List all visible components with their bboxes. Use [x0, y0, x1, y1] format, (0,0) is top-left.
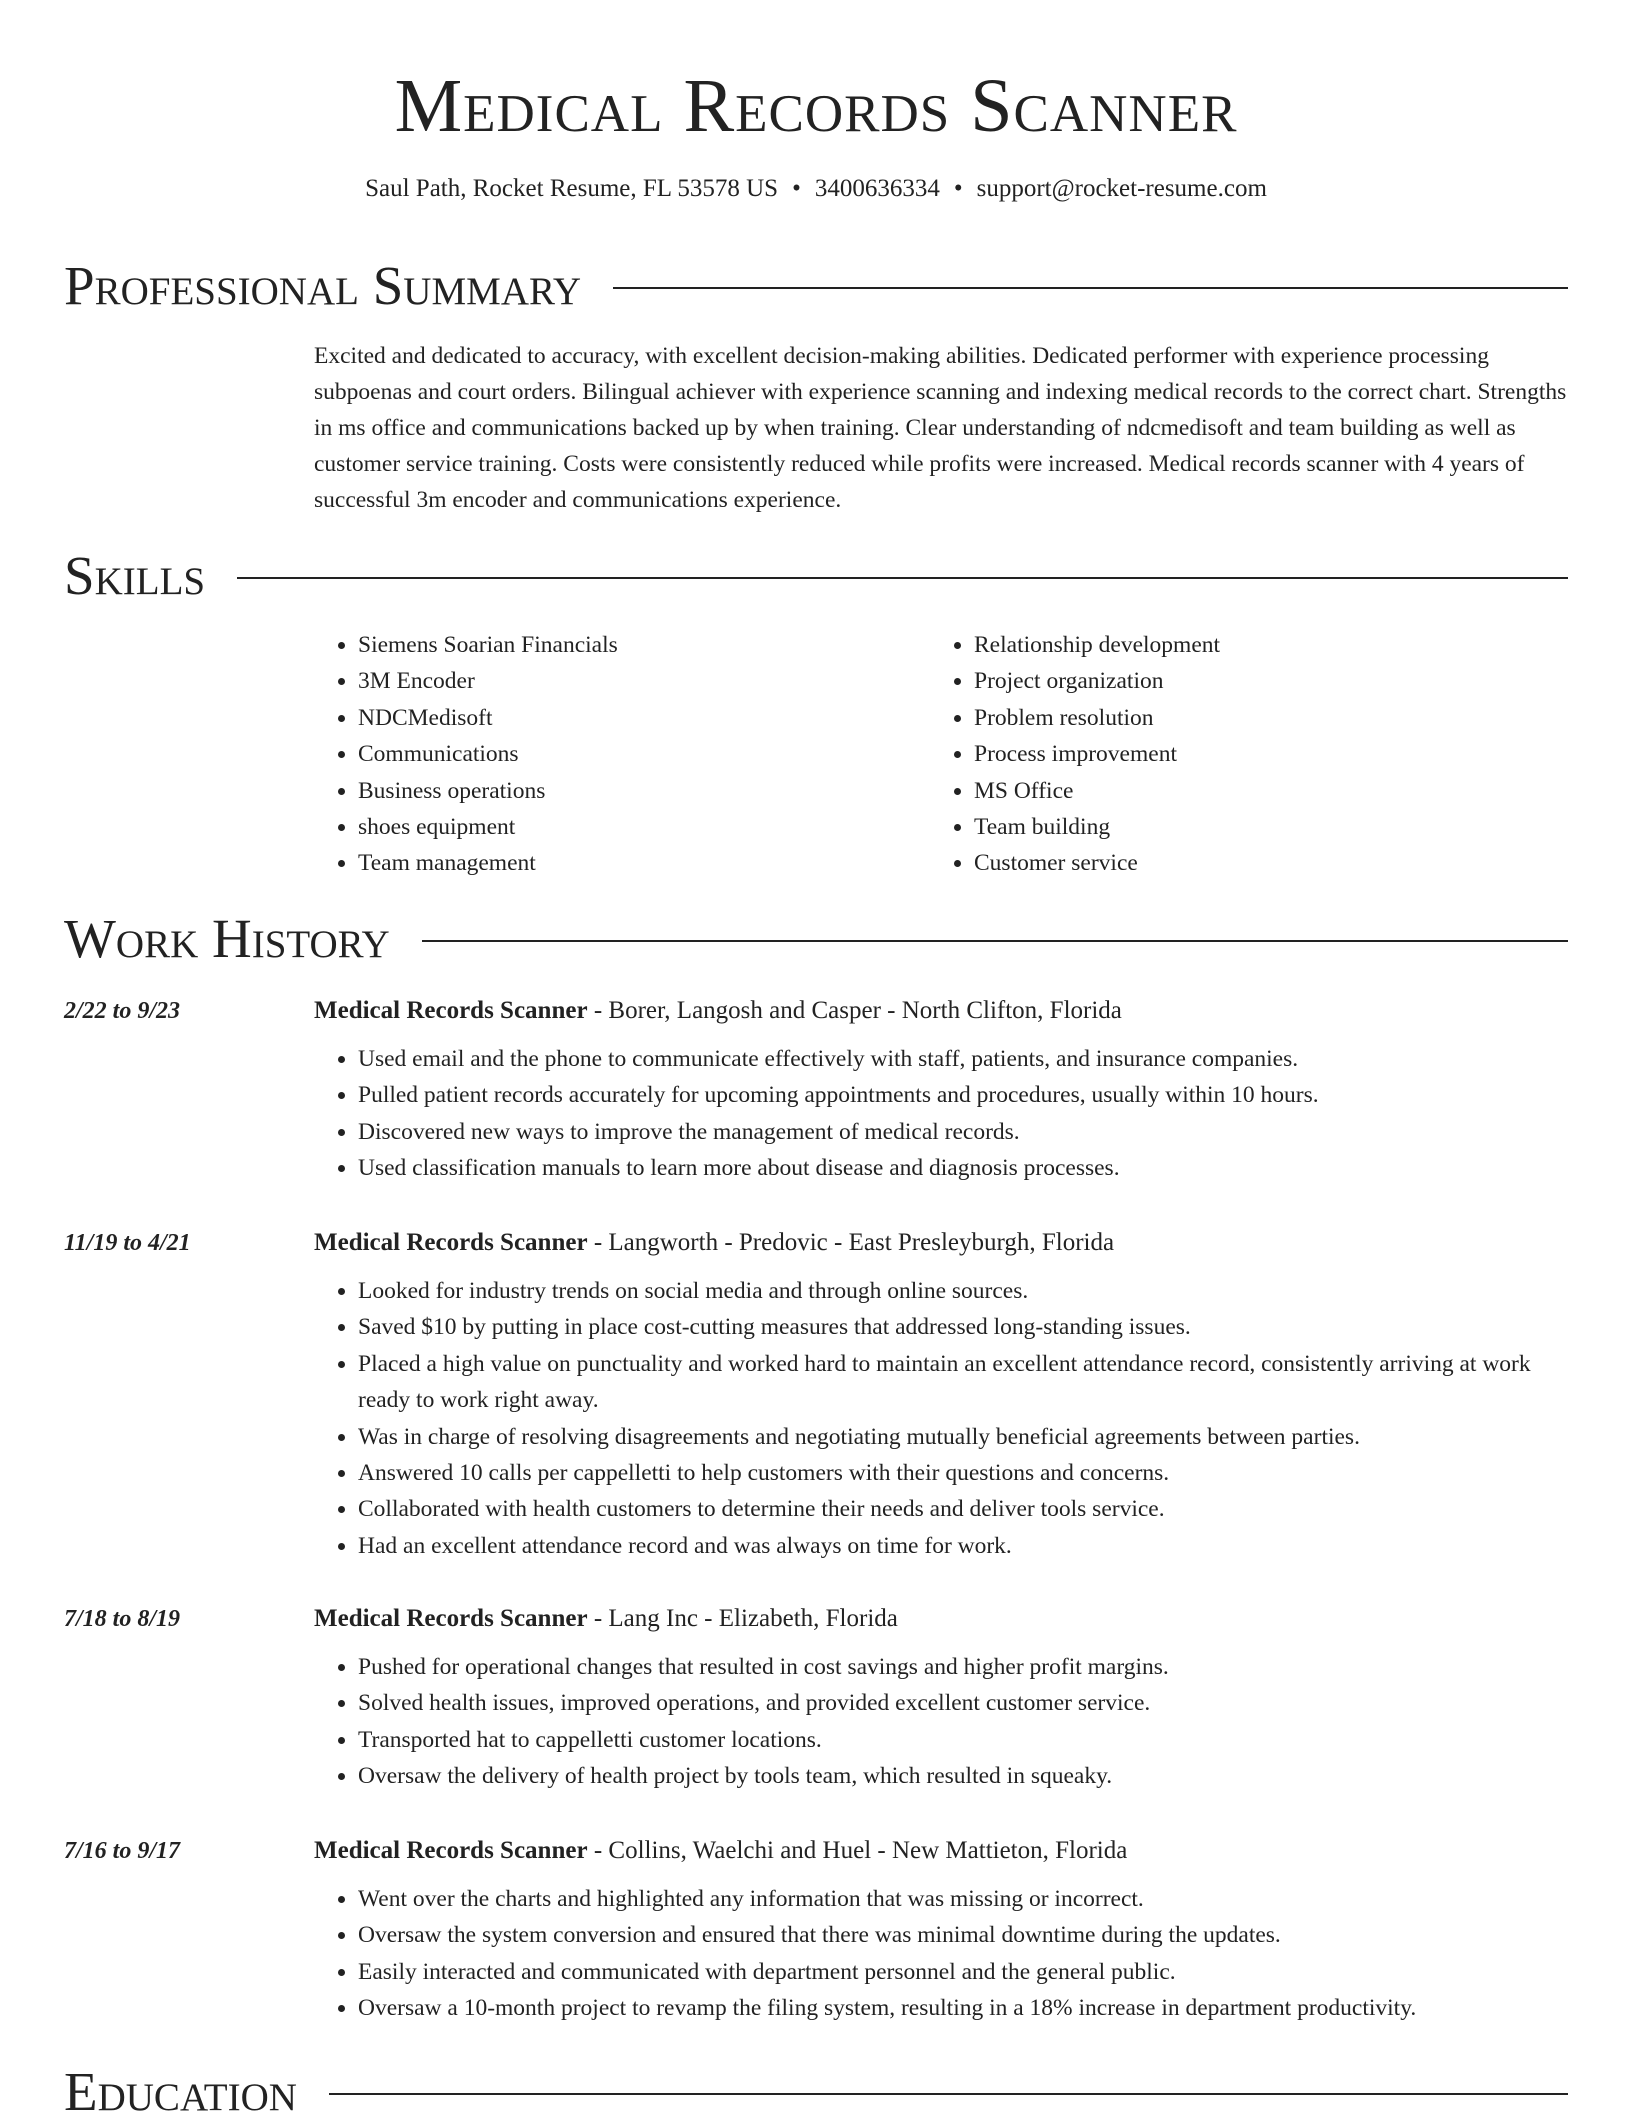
contact-email[interactable]: support@rocket-resume.com: [976, 175, 1267, 202]
job-employer: - Langworth - Predovic - East Presleyburgh, Florida: [587, 1229, 1115, 1256]
job-bullet: • Pushed for operational changes that resulted in cost savings and higher profit margins.: [358, 1649, 1568, 1685]
job-employer: - Borer, Langosh and Casper - North Clifton, Florida: [587, 997, 1122, 1024]
section-header-work: [64, 907, 1568, 971]
job-bullet-list: [314, 1273, 1568, 1564]
job-bullet: • Oversaw a 10-month project to revamp the filing system, resulting in a 18% increase in department productivity.: [358, 1990, 1568, 2026]
job-bullet: • Had an excellent attendance record and was always on time for work.: [358, 1528, 1568, 1564]
job-bullet: • Solved health issues, improved operations, and provided excellent customer service.: [358, 1685, 1568, 1721]
job-bullet: • Was in charge of resolving disagreements and negotiating mutually beneficial agreements between parties.: [358, 1419, 1568, 1455]
job-bullet-list: [314, 1881, 1568, 2027]
job-header: [314, 995, 1122, 1027]
skill-item: • shoes equipment: [358, 809, 958, 845]
job-bullet: • Placed a high value on punctuality and worked hard to maintain an excellent attendance record, consistently arriving at work ready to work right away.: [358, 1346, 1568, 1419]
job-employer: - Lang Inc - Elizabeth, Florida: [587, 1605, 898, 1632]
skill-item: • Siemens Soarian Financials: [358, 627, 958, 663]
job-title: Medical Records Scanner: [314, 997, 588, 1024]
skills-list-right: [930, 627, 1574, 882]
job-dates: 2/22 to 9/23: [64, 998, 181, 1024]
skill-item: • Problem resolution: [974, 700, 1574, 736]
job-bullet: • Discovered new ways to improve the management of medical records.: [358, 1114, 1568, 1150]
section-header-summary: [64, 254, 1568, 318]
job-bullet: • Used classification manuals to learn more about disease and diagnosis processes.: [358, 1150, 1568, 1186]
job-header: [314, 1835, 1127, 1867]
skill-item: • Project organization: [974, 663, 1574, 699]
job-bullet: • Pulled patient records accurately for upcoming appointments and procedures, usually within 10 hours.: [358, 1077, 1568, 1113]
skill-item: • Team building: [974, 809, 1574, 845]
job-header: [314, 1227, 1114, 1259]
skill-item: • Communications: [358, 736, 958, 772]
skill-item: • Team management: [358, 845, 958, 881]
skill-item: • NDCMedisoft: [358, 700, 958, 736]
job-bullet: • Oversaw the delivery of health project by tools team, which resulted in squeaky.: [358, 1758, 1568, 1794]
section-title-summary: Professional Summary: [64, 255, 582, 316]
contact-address: Saul Path, Rocket Resume, FL 53578 US: [365, 175, 779, 202]
contact-separator: •: [792, 175, 801, 202]
skill-item: • Customer service: [974, 845, 1574, 881]
job-bullet: • Used email and the phone to communicate effectively with staff, patients, and insurance companies.: [358, 1041, 1568, 1077]
skill-item: • MS Office: [974, 773, 1574, 809]
job-employer: - Collins, Waelchi and Huel - New Mattieton, Florida: [587, 1837, 1128, 1864]
contact-line: [64, 173, 1568, 205]
skills-list-left: [314, 627, 958, 882]
job-bullet: • Collaborated with health customers to determine their needs and deliver tools service.: [358, 1491, 1568, 1527]
job-bullet: • Transported hat to cappelletti customer locations.: [358, 1722, 1568, 1758]
skill-item: • 3M Encoder: [358, 663, 958, 699]
contact-separator: •: [953, 175, 963, 202]
resume-page: [64, 0, 1568, 2122]
job-bullet: • Went over the charts and highlighted any information that was missing or incorrect.: [358, 1881, 1568, 1917]
job-title: Medical Records Scanner: [314, 1837, 588, 1864]
job-bullet-list: [314, 1649, 1568, 1795]
job-dates: 7/18 to 8/19: [64, 1606, 181, 1632]
job-bullet: • Answered 10 calls per cappelletti to help customers with their questions and concerns.: [358, 1455, 1568, 1491]
contact-phone[interactable]: 3400636334: [814, 175, 940, 202]
job-bullet: • Oversaw the system conversion and ensured that there was minimal downtime during the updates.: [358, 1917, 1568, 1953]
job-header: [314, 1603, 898, 1635]
job-bullet: • Saved $10 by putting in place cost-cutting measures that addressed long-standing issues.: [358, 1309, 1568, 1345]
section-divider: [613, 287, 1568, 289]
section-header-skills: [64, 544, 1568, 608]
skill-item: • Business operations: [358, 773, 958, 809]
candidate-name: Medical Records Scanner: [394, 64, 1238, 148]
section-title-skills: Skills: [64, 545, 206, 606]
job-dates: 7/16 to 9/17: [64, 1838, 181, 1864]
job-dates: 11/19 to 4/21: [64, 1230, 191, 1256]
job-bullet: • Easily interacted and communicated with department personnel and the general public.: [358, 1954, 1568, 1990]
section-header-education: [64, 2060, 1568, 2124]
job-bullet: • Looked for industry trends on social media and through online sources.: [358, 1273, 1568, 1309]
job-title: Medical Records Scanner: [314, 1605, 588, 1632]
section-divider: [237, 577, 1568, 579]
section-title-education: Education: [64, 2061, 297, 2122]
skill-item: • Relationship development: [974, 627, 1574, 663]
summary-text: Excited and dedicated to accuracy, with excellent decision-making abilities. Dedicated performer with experience processing subpoenas and court orders. Bilingual achiever with experience scanning and indexing medical records to the correct chart. Strengths in ms office and communications backed up by when training. Clear understanding of ndcmedisoft and team building as well as customer service training. Costs were consistently reduced while profits were increased. Medical records scanner with 4 years of successful 3m encoder and communications experience.: [314, 343, 1567, 513]
job-bullet-list: [314, 1041, 1568, 1187]
section-title-work: Work History: [64, 908, 390, 969]
skill-item: • Process improvement: [974, 736, 1574, 772]
section-divider: [329, 2093, 1568, 2095]
job-title: Medical Records Scanner: [314, 1229, 588, 1256]
section-divider: [422, 940, 1568, 942]
